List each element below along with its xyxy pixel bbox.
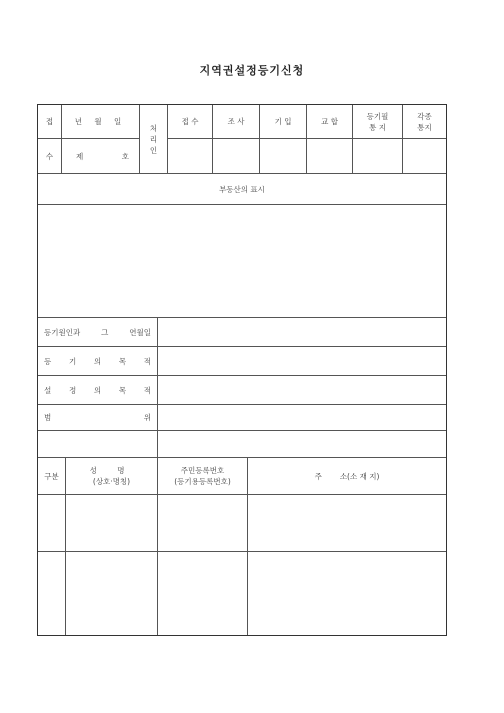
reception-label-top: 접 — [38, 105, 62, 139]
id-number-header: 주민등록번호 (등기용등록번호) — [158, 457, 248, 494]
property-section-title: 부동산의 표시 — [38, 173, 446, 205]
party-row-2-name[interactable] — [66, 551, 158, 635]
scope-field[interactable] — [158, 404, 446, 430]
party-row-2-id[interactable] — [158, 551, 248, 635]
processor-label: 처 리 인 — [140, 105, 168, 173]
party-row-1-category[interactable] — [38, 494, 66, 551]
number-label-suffix: 호 — [121, 151, 129, 161]
step-reception-cell[interactable] — [168, 139, 213, 173]
registration-application-form — [37, 104, 447, 636]
name-header: 성 명 (상호·명칭) — [66, 457, 158, 494]
notice-registration-cell[interactable] — [353, 139, 403, 173]
reception-label-bottom: 수 — [38, 139, 62, 173]
step-collation: 교 합 — [307, 105, 353, 139]
notice-various: 각종 통지 — [403, 105, 446, 139]
step-investigation-cell[interactable] — [213, 139, 260, 173]
registration-purpose-field[interactable] — [158, 346, 446, 375]
party-row-1-id[interactable] — [158, 494, 248, 551]
step-entry: 기 입 — [260, 105, 307, 139]
step-entry-cell[interactable] — [260, 139, 307, 173]
establishment-purpose-field[interactable] — [158, 375, 446, 404]
step-reception: 접 수 — [168, 105, 213, 139]
party-row-2-address[interactable] — [248, 551, 446, 635]
date-label: 년 월 일 — [62, 105, 140, 139]
cause-and-date-field[interactable] — [158, 317, 446, 346]
property-description-area[interactable] — [38, 205, 446, 317]
notice-registration: 등기필 통 지 — [353, 105, 403, 139]
cause-and-date-label: 등기원인과 그 연월일 — [38, 317, 158, 346]
scope-label: 범 위 — [38, 404, 158, 430]
extra-label-cell — [38, 430, 158, 457]
notice-various-cell[interactable] — [403, 139, 446, 173]
form-title: 지역권설정등기신청 — [199, 64, 305, 77]
registration-purpose-label: 등 기 의 목 적 — [38, 346, 158, 375]
address-header: 주 소(소 재 지) — [248, 457, 446, 494]
step-investigation: 조 사 — [213, 105, 260, 139]
category-header: 구분 — [38, 457, 66, 494]
extra-field[interactable] — [158, 430, 446, 457]
step-collation-cell[interactable] — [307, 139, 353, 173]
party-row-1-name[interactable] — [66, 494, 158, 551]
number-label-prefix: 제 — [76, 151, 84, 161]
number-label — [62, 139, 140, 173]
party-row-1-address[interactable] — [248, 494, 446, 551]
party-row-2-category[interactable] — [38, 551, 66, 635]
establishment-purpose-label: 설 정 의 목 적 — [38, 375, 158, 404]
